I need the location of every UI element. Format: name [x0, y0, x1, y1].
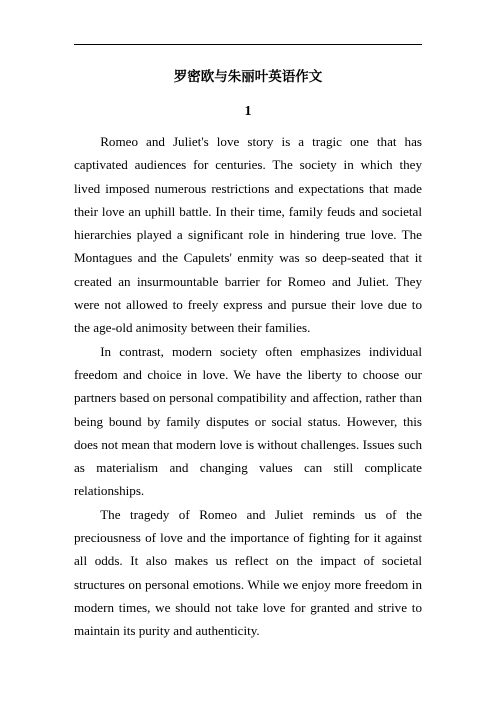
paragraph-1: Romeo and Juliet's love story is a tragic one that has captivated audiences for centuries. The society in which they lived imposed numerous restrictions and expectations that made their love an uphill battle. In their time, family feuds and societal hierarchies played a significant role in hindering true love. The Montagues and the Capulets' enmity was so deep-seated that it created an insurmountable barrier for Romeo and Juliet. They were not allowed to freely express and pursue their love due to the age-old animosity between their families. [74, 134, 422, 336]
paragraph-2: In contrast, modern society often emphasizes individual freedom and choice in love. We have the liberty to choose our partners based on personal compatibility and affection, rather than being bound by family disputes or social status. However, this does not mean that modern love is without challenges. Issues such as materialism and changing values can still complicate relationships. [74, 343, 422, 499]
paragraph-3: The tragedy of Romeo and Juliet reminds us of the preciousness of love and the importance of fighting for it against all odds. It also makes us reflect on the impact of societal structures on personal emotions. While we enjoy more freedom in modern times, we should not take love for granted and strive to maintain its purity and authenticity. [74, 506, 422, 639]
header-rule [74, 44, 422, 45]
body-text [74, 130, 422, 643]
section-number: 1 [244, 104, 252, 119]
document-title: 罗密欧与朱丽叶英语作文 [173, 69, 323, 85]
